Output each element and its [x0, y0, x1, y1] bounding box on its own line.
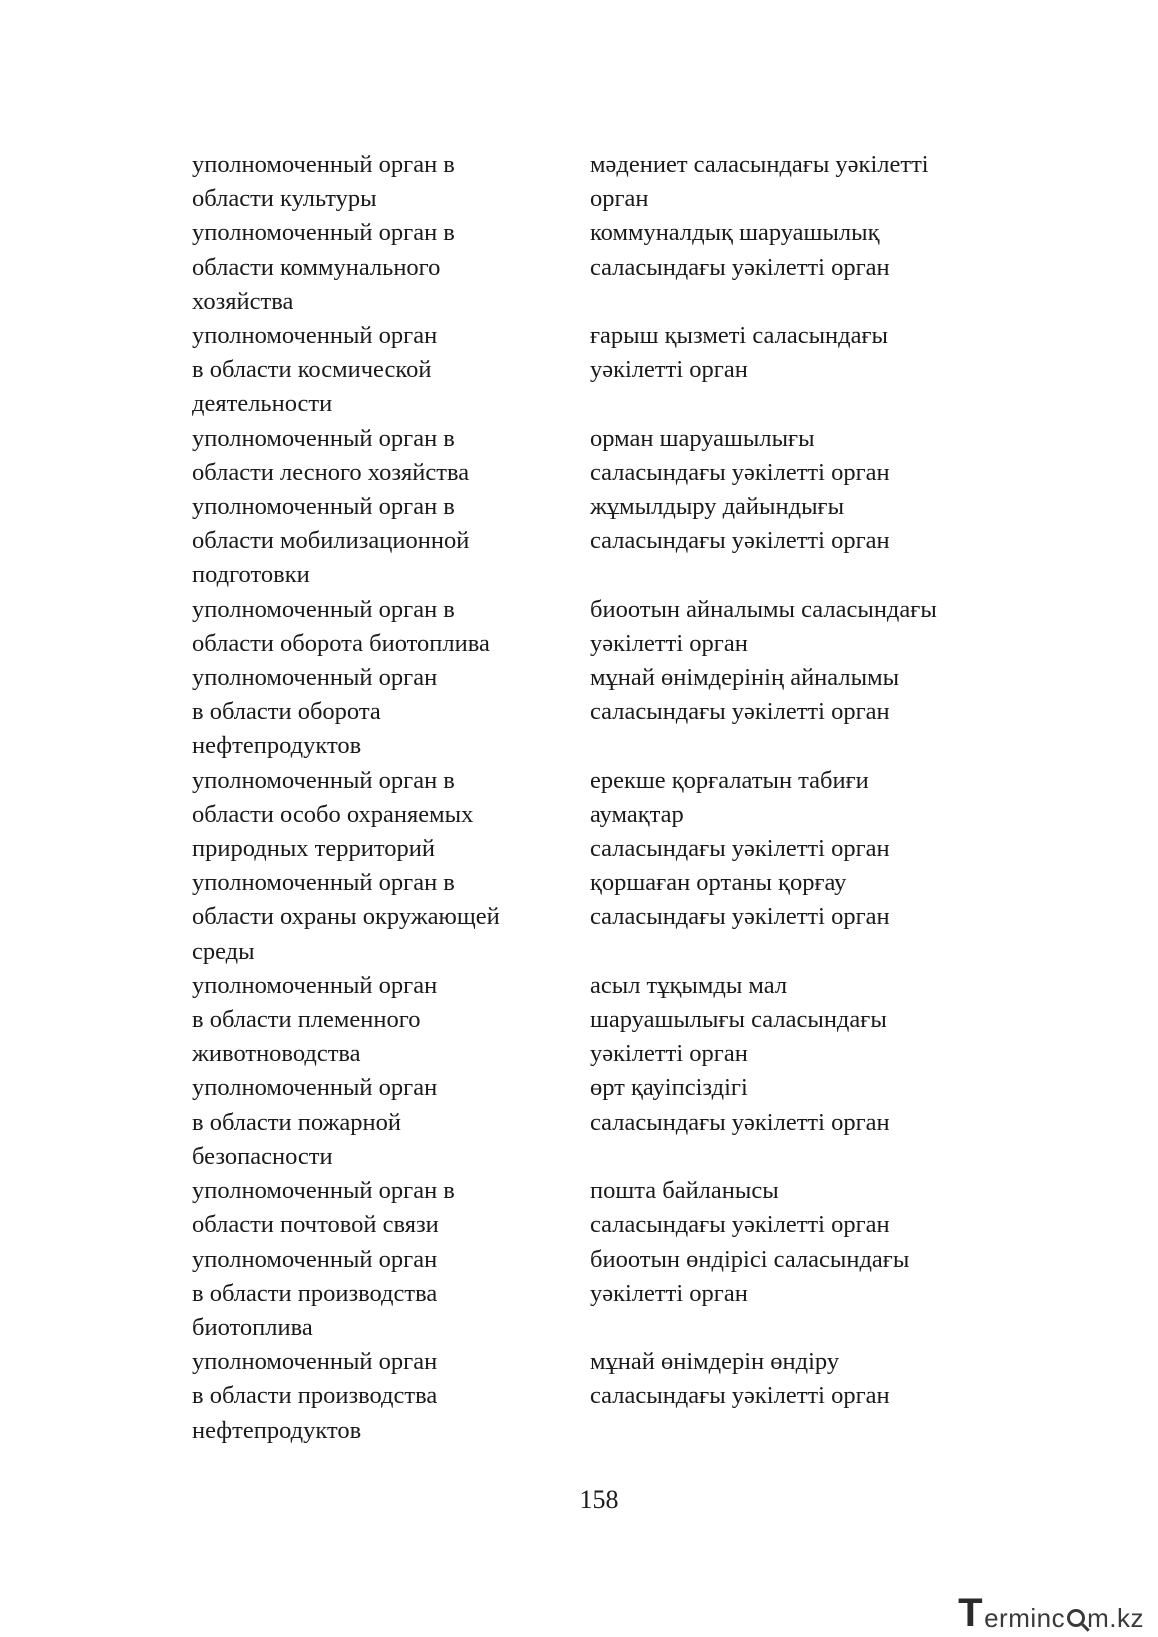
term-kazakh-line: шаруашылығы саласындағы: [590, 1006, 887, 1034]
glossary-entry: [192, 1243, 1012, 1346]
term-kazakh: [590, 1174, 1012, 1242]
term-russian-line: нефтепродуктов: [192, 1416, 362, 1444]
term-kazakh-line: уәкілетті орган: [590, 629, 748, 657]
term-kazakh-line: коммуналдық шаруашылық: [590, 219, 880, 247]
term-kazakh-line: мұнай өнімдерінің айналымы: [590, 664, 900, 692]
term-russian: [192, 148, 590, 216]
term-russian-line: области почтовой связи: [192, 1211, 439, 1239]
term-kazakh-line: саласындағы уәкілетті орган: [590, 458, 890, 486]
term-russian-line: уполномоченный орган в: [192, 219, 455, 247]
watermark-text-start: erminc: [984, 1603, 1066, 1633]
term-kazakh-line: биоотын өндірісі саласындағы: [590, 1245, 910, 1273]
term-russian: [192, 422, 590, 490]
term-russian: [192, 969, 590, 1072]
term-russian-line: уполномоченный орган: [192, 971, 438, 999]
term-kazakh: [590, 593, 1012, 661]
term-russian-line: уполномоченный орган в: [192, 493, 455, 521]
term-russian-line: уполномоченный орган в: [192, 595, 455, 623]
term-russian-line: уполномоченный орган: [192, 1348, 438, 1376]
term-russian-line: уполномоченный орган: [192, 664, 438, 692]
term-russian-line: в области оборота: [192, 698, 381, 726]
glossary-entry: [192, 1071, 1012, 1174]
term-kazakh: [590, 216, 1012, 284]
watermark-initial: T: [958, 1591, 984, 1635]
term-kazakh: [590, 319, 1012, 387]
term-kazakh-line: саласындағы уәкілетті орган: [590, 253, 890, 281]
term-kazakh-line: асыл тұқымды мал: [590, 971, 788, 999]
term-kazakh-line: өрт қауіпсіздігі: [590, 1074, 748, 1102]
term-russian-line: уполномоченный орган в: [192, 766, 455, 794]
term-russian: [192, 319, 590, 422]
term-kazakh-line: орман шаруашылығы: [590, 424, 815, 452]
term-kazakh: [590, 422, 1012, 490]
watermark-text-end: m.kz: [1087, 1603, 1144, 1633]
glossary-entry: [192, 969, 1012, 1072]
term-russian: [192, 1071, 590, 1174]
term-kazakh: [590, 148, 1012, 216]
term-kazakh-line: ерекше қорғалатын табиғи: [590, 766, 869, 794]
term-kazakh-line: саласындағы уәкілетті орган: [590, 698, 890, 726]
term-russian-line: в области пожарной: [192, 1108, 401, 1136]
term-kazakh-line: мұнай өнімдерін өндіру: [590, 1348, 840, 1376]
term-russian: [192, 1243, 590, 1346]
term-russian-line: области коммунального: [192, 253, 441, 281]
term-kazakh-line: орган: [590, 185, 649, 213]
page-number: 158: [579, 1485, 619, 1514]
glossary-entry: [192, 661, 1012, 764]
term-kazakh: [590, 490, 1012, 558]
term-russian-line: хозяйства: [192, 287, 294, 315]
term-kazakh: [590, 1243, 1012, 1311]
glossary-entry: [192, 593, 1012, 661]
term-russian: [192, 593, 590, 661]
term-kazakh: [590, 1345, 1012, 1413]
term-russian: [192, 661, 590, 764]
term-russian: [192, 764, 590, 867]
glossary-entry: [192, 422, 1012, 490]
glossary-entry: [192, 1345, 1012, 1448]
term-russian-line: области культуры: [192, 185, 377, 213]
term-russian-line: уполномоченный орган: [192, 1074, 438, 1102]
term-russian-line: уполномоченный орган в: [192, 424, 455, 452]
term-russian-line: нефтепродуктов: [192, 732, 362, 760]
term-russian-line: области охраны окружающей: [192, 903, 500, 931]
term-kazakh-line: уәкілетті орган: [590, 356, 748, 384]
term-russian-line: в области производства: [192, 1382, 438, 1410]
term-kazakh-line: саласындағы уәкілетті орган: [590, 527, 890, 555]
watermark-logo: [958, 1589, 1144, 1633]
term-russian-line: области мобилизационной: [192, 527, 470, 555]
term-russian-line: уполномоченный орган в: [192, 1177, 455, 1205]
glossary-entry: [192, 764, 1012, 867]
term-russian-line: подготовки: [192, 561, 310, 589]
term-russian-line: среды: [192, 937, 255, 965]
glossary-entry: [192, 148, 1012, 216]
term-kazakh-line: саласындағы уәкілетті орган: [590, 903, 890, 931]
term-russian: [192, 1174, 590, 1242]
term-russian-line: в области племенного: [192, 1006, 421, 1034]
term-kazakh-line: саласындағы уәкілетті орган: [590, 1108, 890, 1136]
term-russian-line: природных территорий: [192, 835, 435, 863]
term-kazakh: [590, 1071, 1012, 1139]
term-kazakh-line: жұмылдыру дайындығы: [590, 493, 845, 521]
glossary-entries: [192, 148, 1012, 1448]
term-kazakh: [590, 764, 1012, 867]
glossary-entry: [192, 866, 1012, 969]
term-kazakh-line: мәдениет саласындағы уәкілетті: [590, 151, 929, 178]
term-russian: [192, 216, 590, 319]
term-kazakh-line: уәкілетті орган: [590, 1279, 748, 1307]
term-kazakh-line: биоотын айналымы саласындағы: [590, 595, 937, 623]
term-russian-line: животноводства: [192, 1040, 361, 1068]
term-russian-line: области особо охраняемых: [192, 800, 474, 828]
term-kazakh: [590, 969, 1012, 1072]
glossary-entry: [192, 490, 1012, 593]
term-kazakh-line: пошта байланысы: [590, 1177, 779, 1205]
term-russian-line: в области космической: [192, 356, 432, 384]
term-kazakh-line: саласындағы уәкілетті орган: [590, 835, 890, 863]
term-russian-line: биотоплива: [192, 1313, 313, 1341]
term-russian: [192, 866, 590, 969]
term-kazakh-line: аумақтар: [590, 800, 684, 828]
term-russian-line: уполномоченный орган: [192, 322, 438, 350]
term-russian-line: уполномоченный орган в: [192, 869, 455, 897]
magnifier-icon: [1067, 1609, 1085, 1627]
term-russian-line: в области производства: [192, 1279, 438, 1307]
term-russian-line: уполномоченный орган: [192, 1245, 438, 1273]
term-russian: [192, 1345, 590, 1448]
term-russian-line: уполномоченный орган в: [192, 151, 455, 178]
term-kazakh-line: саласындағы уәкілетті орган: [590, 1211, 890, 1239]
glossary-entry: [192, 1174, 1012, 1242]
term-russian-line: области оборота биотоплива: [192, 629, 490, 657]
term-kazakh-line: қоршаған ортаны қорғау: [590, 869, 847, 897]
term-kazakh-line: уәкілетті орган: [590, 1040, 748, 1068]
term-russian: [192, 490, 590, 593]
term-russian-line: области лесного хозяйства: [192, 458, 470, 486]
term-kazakh-line: ғарыш қызметі саласындағы: [590, 322, 888, 350]
glossary-entry: [192, 319, 1012, 422]
term-russian-line: безопасности: [192, 1142, 333, 1170]
term-kazakh: [590, 661, 1012, 729]
term-kazakh: [590, 866, 1012, 934]
term-kazakh-line: саласындағы уәкілетті орган: [590, 1382, 890, 1410]
glossary-entry: [192, 216, 1012, 319]
term-russian-line: деятельности: [192, 390, 333, 418]
